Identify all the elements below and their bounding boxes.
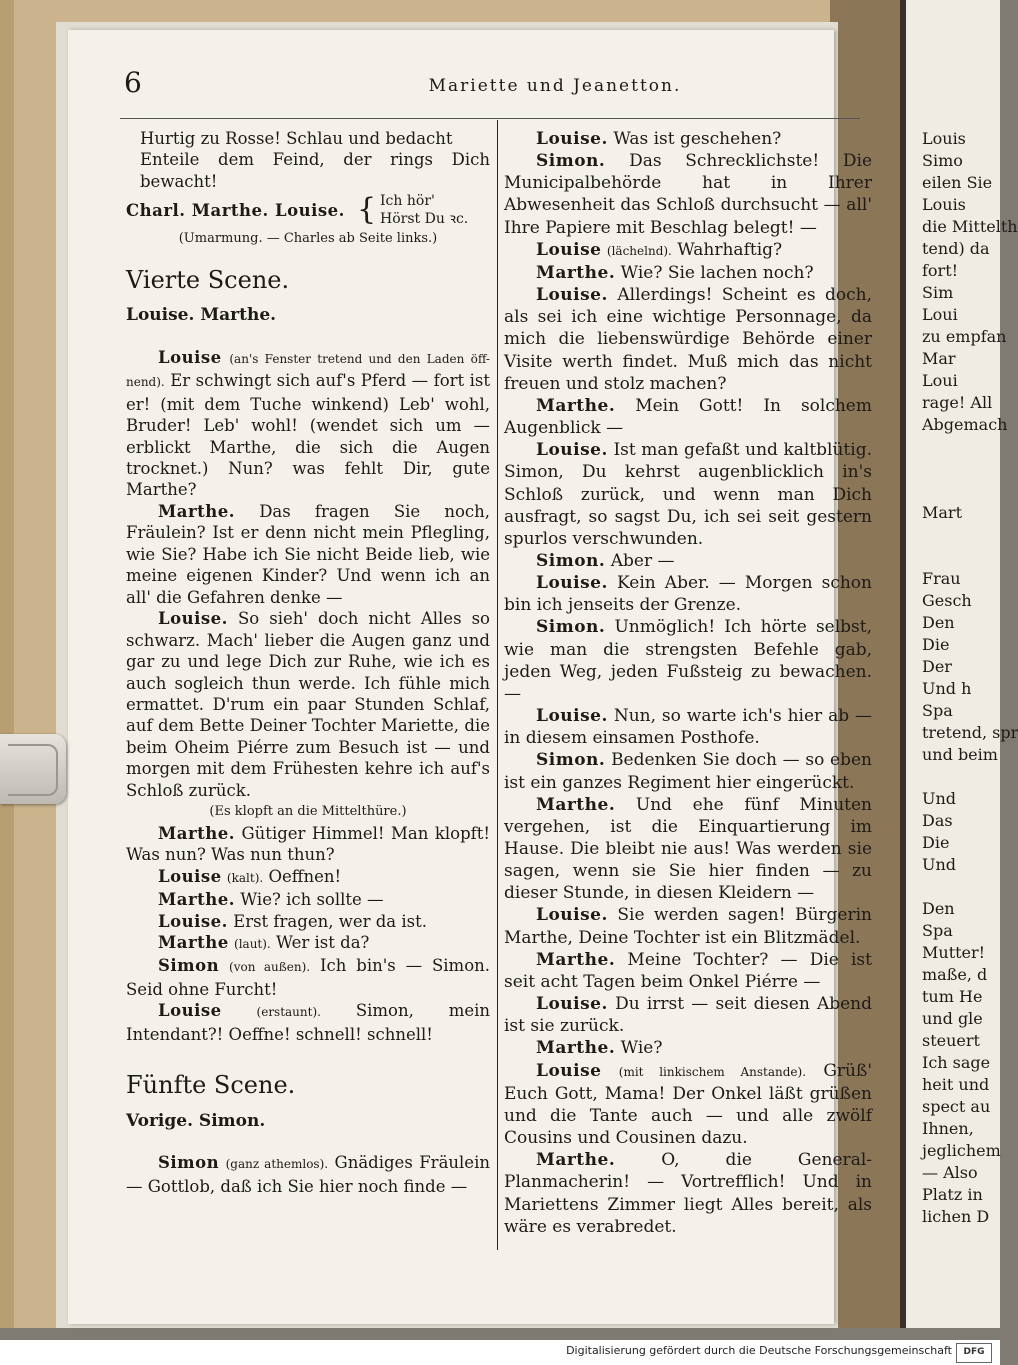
speaker-name: Simon bbox=[158, 1153, 220, 1173]
facing-line bbox=[922, 766, 1018, 788]
facing-page-text bbox=[922, 128, 1018, 1228]
stage-direction: (ganz athemlos). bbox=[225, 1157, 329, 1172]
facing-line: Spa bbox=[922, 921, 953, 940]
dialogue-line bbox=[504, 993, 872, 1037]
stage-direction: (Umarmung. — Charles ab Seite links.) bbox=[178, 231, 438, 247]
left-column bbox=[126, 128, 490, 1197]
dialogue-text: Grüß' Euch Gott, Mama! Der Onkel läßt grüßen und die Tante auch — und alle zwölf Cousins und Cousinen dazu. bbox=[504, 1060, 872, 1149]
dialogue-line bbox=[504, 262, 872, 284]
facing-line: tretend, spr bbox=[922, 723, 1018, 742]
verse-line: Hurtig zu Rosse! Schlau und bedacht bbox=[140, 129, 453, 148]
speaker-name: Louise. bbox=[536, 440, 608, 461]
dialogue-line bbox=[504, 949, 872, 993]
dfg-logo: DFG bbox=[956, 1343, 992, 1363]
facing-line: jeglichem bbox=[922, 1141, 1001, 1160]
stage-direction: (lächelnd). bbox=[606, 243, 672, 258]
facing-line: Und bbox=[922, 789, 957, 808]
scene-title: Fünfte Scene. bbox=[126, 1071, 296, 1100]
speaker-name: Simon. bbox=[536, 617, 606, 638]
dialogue-text: Er schwingt sich auf's Pferd — fort ist er! (mit dem Tuche winkend) Leb' wohl, Bruder! Leb' wohl! (wendet sich um — erblickt Marthe, die sich die Augen trocknet.) Nun? was fehlt Dir, gute Marthe? bbox=[126, 371, 490, 500]
brace-glyph: { bbox=[356, 192, 377, 228]
facing-line: heit und bbox=[922, 1075, 990, 1094]
speaker-name: Marthe bbox=[158, 932, 229, 952]
facing-line bbox=[922, 458, 1018, 480]
facing-line: fort! bbox=[922, 261, 959, 280]
facing-line: Ich sage bbox=[922, 1053, 991, 1072]
dialogue-text: Oeffnen! bbox=[268, 866, 342, 886]
dialogue-text: Wahrhaftig? bbox=[677, 239, 783, 260]
scene5-dialogue bbox=[126, 1152, 490, 1197]
dialogue-line bbox=[504, 705, 872, 749]
dialogue-text: Mein Gott! In solchem Augenblick — bbox=[504, 395, 872, 439]
facing-line: Loui bbox=[922, 371, 958, 390]
facing-line: Ihnen, bbox=[922, 1119, 974, 1138]
speaker-name: Louise. bbox=[536, 905, 608, 926]
facing-line: und gle bbox=[922, 1009, 983, 1028]
speaker-name: Simon. bbox=[536, 750, 606, 771]
page-number: 6 bbox=[124, 66, 142, 99]
facing-line bbox=[922, 876, 1018, 898]
dialogue-line bbox=[504, 128, 872, 150]
trio-lines bbox=[380, 192, 468, 228]
facing-line: Platz in bbox=[922, 1185, 983, 1204]
dialogue-text: Wie? Sie lachen noch? bbox=[620, 262, 814, 283]
scene-cast: Vorige. Simon. bbox=[126, 1110, 266, 1131]
dialogue-line bbox=[126, 932, 490, 955]
right-column bbox=[504, 128, 872, 1238]
facing-line: tend) da bbox=[922, 239, 990, 258]
dialogue-line bbox=[504, 1149, 872, 1238]
facing-line: Gesch bbox=[922, 591, 972, 610]
dialogue-text: Kein Aber. — Morgen schon bin ich jenseits der Grenze. bbox=[504, 573, 872, 616]
dialogue-line bbox=[126, 889, 490, 910]
trio-line-a: Ich hör' bbox=[380, 193, 435, 210]
stage-direction: (Es klopft an die Mittelthüre.) bbox=[209, 804, 407, 820]
facing-line: Simo bbox=[922, 151, 963, 170]
dialogue-line bbox=[504, 1060, 872, 1150]
dialogue-line bbox=[504, 904, 872, 948]
dialogue-text: Gütiger Himmel! Man klopft! Was nun? Was nun thun? bbox=[126, 823, 490, 865]
speaker-name: Louise bbox=[158, 347, 222, 367]
trio-speakers: Charl. Marthe. Louise. bbox=[126, 200, 345, 220]
facing-line: Den bbox=[922, 899, 955, 918]
facing-line: Mar bbox=[922, 349, 956, 368]
dialogue-text: O, die General-Planmacherin! — Vortrefflich! Und in Mariettens Zimmer liegt Alles bereit, als wäre es verabredet. bbox=[504, 1150, 873, 1237]
verse-line: Enteile dem Feind, der rings Dich bewacht! bbox=[140, 150, 490, 191]
dialogue-line bbox=[504, 616, 872, 705]
speaker-name: Louise. bbox=[158, 609, 228, 629]
dialogue-line bbox=[126, 823, 490, 866]
stage-direction: (von außen). bbox=[229, 960, 311, 975]
dialogue-text: Das fragen Sie noch, Fräulein? Ist er denn nicht mein Pflegling, wie Sie? Habe ich Sie nicht Beide lieb, wie meine eigenen Kinder? Und wenn ich an all' die Gefahren denke — bbox=[126, 501, 491, 607]
speaker-name: Louise. bbox=[536, 573, 608, 594]
dialogue-line bbox=[126, 501, 490, 608]
dialogue-text: Wer ist da? bbox=[276, 932, 370, 952]
dialogue-line bbox=[504, 439, 872, 550]
dialogue-text: Allerdings! Scheint es doch, als sei ich eine wichtige Personnage, da mich die liebenswürdige Behörde einer Visite werth findet. Muß mich das nicht freuen und stolz machen? bbox=[504, 285, 872, 394]
facing-line: Die bbox=[922, 833, 950, 852]
column-rule bbox=[497, 120, 498, 1250]
scene-cast: Louise. Marthe. bbox=[126, 305, 277, 326]
dialogue-text: Sie werden sagen! Bürgerin Marthe, Deine Tochter ist ein Blitzmädel. bbox=[504, 905, 873, 948]
facing-page bbox=[906, 0, 1018, 1328]
dialogue-text: Wie? bbox=[620, 1038, 663, 1059]
facing-line: spect au bbox=[922, 1097, 991, 1116]
facing-line bbox=[922, 436, 1018, 458]
scene4-dialogue-b bbox=[126, 823, 490, 1046]
footer-bar bbox=[0, 1340, 1000, 1365]
speaker-name: Louise. bbox=[536, 285, 608, 306]
speaker-name: Marthe. bbox=[536, 1038, 616, 1059]
dialogue-text: Wie? ich sollte — bbox=[240, 890, 384, 910]
dialogue-line bbox=[126, 1152, 490, 1197]
speaker-name: Marthe. bbox=[158, 501, 236, 521]
dialogue-line bbox=[504, 150, 872, 239]
facing-line: Louis bbox=[922, 129, 966, 148]
facing-line: und beim bbox=[922, 745, 998, 764]
dialogue-line bbox=[126, 955, 490, 1000]
speaker-name: Marthe. bbox=[158, 823, 236, 843]
paper-clip bbox=[0, 734, 66, 804]
facing-line: die Mittelth bbox=[922, 217, 1018, 236]
speaker-name: Marthe. bbox=[536, 395, 616, 416]
facing-line: eilen Sie bbox=[922, 173, 993, 192]
footer-credit: Digitalisierung gefördert durch die Deutsche Forschungsgemeinschaft bbox=[566, 1344, 952, 1357]
speaker-name: Louise bbox=[536, 1060, 602, 1081]
header-rule bbox=[120, 118, 860, 119]
facing-line: tum He bbox=[922, 987, 983, 1006]
facing-line bbox=[922, 480, 1018, 502]
dialogue-line bbox=[126, 608, 490, 801]
running-title: Mariette und Jeanetton. bbox=[428, 76, 682, 96]
right-dialogue bbox=[504, 128, 872, 1238]
speaker-name: Louise. bbox=[536, 129, 608, 149]
dialogue-line bbox=[126, 866, 490, 889]
dialogue-line bbox=[504, 395, 872, 439]
facing-line: zu empfan bbox=[922, 327, 1007, 346]
dialogue-text: Das Schrecklichste! Die Municipalbehörde hat in Ihrer Abwesenheit das Schloß durchsucht — all' Ihre Papiere mit Beschlag belegt! — bbox=[504, 151, 873, 238]
scene-title: Vierte Scene. bbox=[126, 265, 290, 294]
speaker-name: Simon. bbox=[536, 550, 606, 571]
facing-line: — Also bbox=[922, 1163, 978, 1182]
speaker-name: Simon bbox=[158, 956, 220, 976]
facing-line: steuert bbox=[922, 1031, 980, 1050]
dialogue-line bbox=[504, 749, 872, 793]
dialogue-line bbox=[504, 794, 872, 905]
speaker-name: Marthe. bbox=[158, 890, 236, 910]
dialogue-text: Du irrst — seit diesen Abend ist sie zurück. bbox=[504, 994, 873, 1037]
trio-line bbox=[126, 192, 490, 228]
facing-line: Das bbox=[922, 811, 953, 830]
facing-line: maße, d bbox=[922, 965, 988, 984]
stage-direction: (erstaunt). bbox=[256, 1005, 321, 1020]
dialogue-text: Bedenken Sie doch — so eben ist ein ganzes Regiment hier eingerückt. bbox=[504, 750, 873, 793]
dialogue-text: Und ehe fünf Minuten vergehen, ist die Einquartierung im Hause. Die bleibt nie aus! Was werden sie sagen, wenn sie Sie hier finden — zu dieser Stunde, in diesen Kleidern — bbox=[504, 794, 872, 904]
dialogue-line bbox=[126, 1000, 490, 1045]
facing-line: rage! All bbox=[922, 393, 993, 412]
dialogue-line bbox=[126, 911, 490, 932]
facing-line bbox=[922, 524, 1018, 546]
dialogue-text: Ich bin's — Simon. Seid ohne Furcht! bbox=[126, 956, 491, 999]
facing-line: Frau bbox=[922, 569, 961, 588]
dialogue-text: So sieh' doch nicht Alles so schwarz. Mach' lieber die Augen ganz und gar zu und lege Dich zur Ruhe, wie ich es auch sogleich thun werde. Ich fühle mich ermattet. D'rum ein paar Stunden Schlaf, auf dem Bette Deiner Tochter Mariette, die beim Oheim Piérre zum Besuch ist — und morgen mit dem Frühesten kehre ich auf's Schloß zurück. bbox=[126, 609, 490, 800]
speaker-name: Louise bbox=[158, 866, 222, 886]
stage-direction: (laut). bbox=[234, 936, 271, 951]
speaker-name: Simon. bbox=[536, 151, 606, 172]
dialogue-text: Erst fragen, wer da ist. bbox=[233, 911, 427, 931]
speaker-name: Louise. bbox=[536, 994, 608, 1015]
facing-line: Sim bbox=[922, 283, 954, 302]
dialogue-text: Simon, mein Intendant?! Oeffne! schnell! schnell! bbox=[126, 1001, 491, 1044]
facing-line: Der bbox=[922, 657, 952, 676]
stage-direction: (kalt). bbox=[226, 870, 264, 885]
dialogue-line bbox=[504, 284, 872, 395]
dialogue-text: Nun, so warte ich's hier ab — in diesem einsamen Posthofe. bbox=[504, 706, 872, 749]
facing-line: lichen D bbox=[922, 1207, 990, 1226]
dialogue-line bbox=[504, 550, 872, 572]
dialogue-text: Gnädiges Fräulein — Gottlob, daß ich Sie hier noch finde — bbox=[126, 1153, 490, 1196]
trio-line-b: Hörst Du ꝛc. bbox=[380, 211, 469, 228]
facing-line: Mutter! bbox=[922, 943, 986, 962]
facing-line: Und h bbox=[922, 679, 972, 698]
dialogue-line bbox=[504, 1037, 872, 1059]
cardboard-edge bbox=[0, 0, 14, 1328]
facing-line: Mart bbox=[922, 503, 962, 522]
speaker-name: Louise. bbox=[158, 911, 228, 931]
speaker-name: Marthe. bbox=[536, 794, 616, 815]
stage-direction: (mit linkischem Anstande). bbox=[618, 1064, 807, 1079]
speaker-name: Marthe. bbox=[536, 262, 616, 283]
dialogue-text: Unmöglich! Ich hörte selbst, wie man die strengsten Befehle gab, jeden Weg, jeden Fußsteig zu bewachen. — bbox=[504, 617, 873, 704]
facing-line: Spa bbox=[922, 701, 953, 720]
dialogue-line bbox=[504, 572, 872, 616]
dialogue-text: Was ist geschehen? bbox=[613, 129, 782, 149]
speaker-name: Louise bbox=[536, 239, 602, 260]
dialogue-line bbox=[504, 239, 872, 262]
stage-direction: (an's Fenster tretend und den Laden öff-nend). bbox=[126, 351, 490, 390]
facing-line: Abgemach bbox=[922, 415, 1008, 434]
dialogue-text: Aber — bbox=[610, 550, 675, 571]
facing-line: Den bbox=[922, 613, 955, 632]
speaker-name: Marthe. bbox=[536, 1150, 616, 1171]
facing-line: Louis bbox=[922, 195, 966, 214]
dialogue-text: Meine Tochter? — Die ist seit acht Tagen beim Onkel Piérre — bbox=[504, 949, 872, 992]
speaker-name: Marthe. bbox=[536, 949, 616, 970]
scene4-dialogue bbox=[126, 347, 490, 802]
facing-line: Die bbox=[922, 635, 950, 654]
dialogue-text: Ist man gefaßt und kaltblütig. Simon, Du kehrst augenblicklich in's Schloß zurück, und wenn man Dich ausfragt, so sagst Du, ich sei seit gestern spurlos verschwunden. bbox=[504, 440, 872, 549]
facing-line bbox=[922, 546, 1018, 568]
facing-line: Und bbox=[922, 855, 957, 874]
dialogue-line bbox=[126, 347, 490, 501]
speaker-name: Louise. bbox=[536, 706, 608, 727]
speaker-name: Louise bbox=[158, 1001, 222, 1021]
facing-line: Loui bbox=[922, 305, 958, 324]
